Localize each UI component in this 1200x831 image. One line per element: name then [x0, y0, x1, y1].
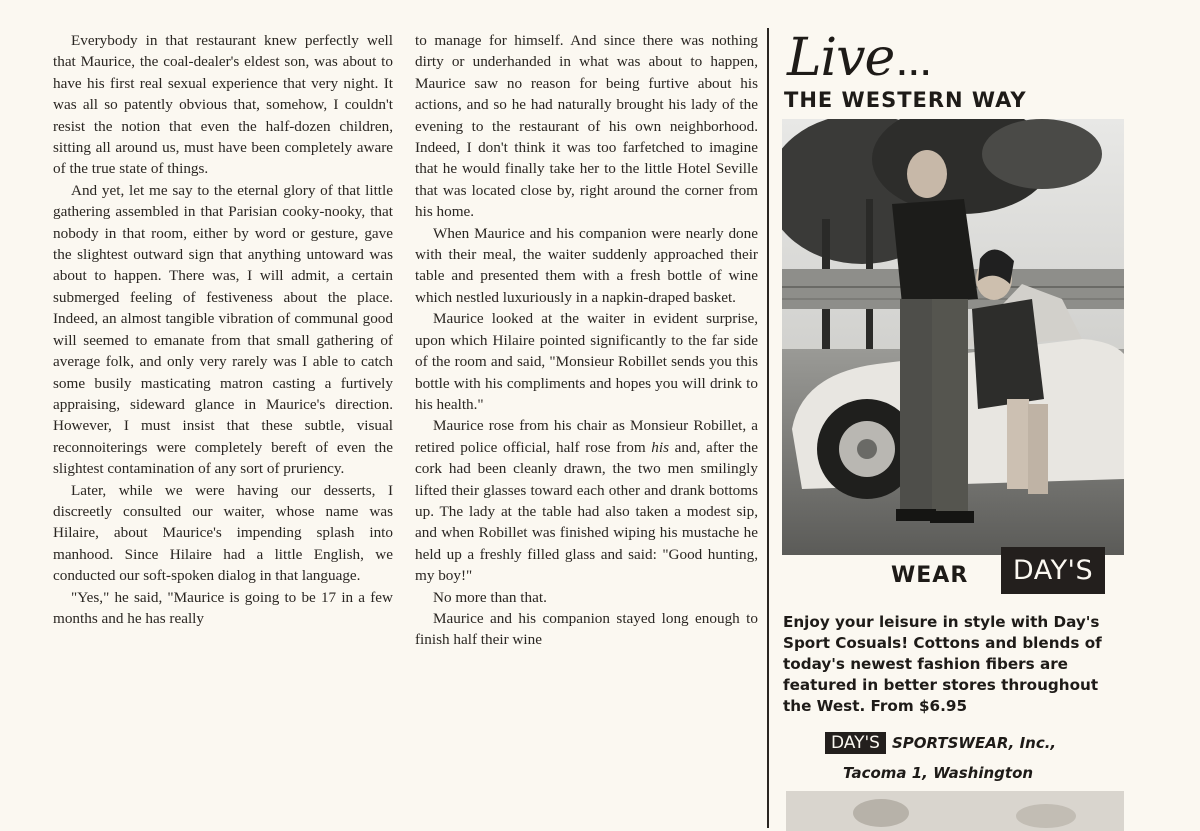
article-paragraph: Later, while we were having our desserts, I discreetly consulted our waiter, whose name was Hilaire, about Maurice's impending splash into manhood. Since Hilaire had a little English, we conducted our soft-spoken dialog in that language. [53, 481, 393, 585]
ad-headline: THE WESTERN WAY [784, 88, 1027, 112]
photo-lower-illustration [786, 791, 1124, 831]
ad-signature [825, 732, 1056, 754]
days-logo: DAY'S [1001, 547, 1105, 594]
article-paragraph: to manage for himself. And since there was nothing dirty or underhanded in what was about to happen, Maurice saw no reason for being furtive about his actions, and so he had naturally brought his lady of the evening to the restaurant of his own neighborhood. Indeed, I don't think it was too farfetched to imagine that he would finally take her to the little Hotel Seville that was located close by, right around the corner from his home. [415, 32, 758, 221]
article-paragraph: Maurice looked at the waiter in evident surprise, upon which Hilaire pointed significantly to the far side of the room and said, "Monsieur Robillet sends you this bottle with his compliments and hopes you will drink to his health." [415, 310, 758, 413]
article-paragraph: "Yes," he said, "Maurice is going to be 17 in a few months and he has really [53, 588, 393, 627]
company-address: Tacoma 1, Washington [843, 764, 1034, 782]
article-paragraph: No more than that. [433, 588, 547, 606]
ad-wear-label: WEAR [891, 563, 969, 588]
photo-illustration [782, 119, 1124, 555]
article-paragraph: Maurice and his companion stayed long enough to finish half their wine [415, 609, 758, 649]
text-run: Maurice rose from his chair as Monsieur Robillet, a retired police official, half rose from [415, 417, 758, 456]
article-paragraph: And yet, let me say to the eternal glory of that little gathering assembled in that Parisian cooky-nooky, that nobody in that room, either by word or gesture, gave the slightest outward sign that anything untoward was about to happen. There was, I will admit, a certain submerged feeling of festiveness about the place. Indeed, an almost tangible vibration of communal good will seemed to emanate from that small gathering of average folk, and only very rarely was I able to catch some busily masticating matron casting a furtively appraising, sideward glance in Maurice's direction. However, I must insist that these subtle, visual reconnoiterings were completely bereft of even the slightest contamination of any sort of pruriency. [53, 181, 393, 478]
article-paragraph: When Maurice and his companion were nearly done with their meal, the waiter suddenly approached their table and presented them with a fresh bottle of wine which nestled luxuriously in a napkin-draped basket. [415, 224, 758, 306]
article-column-left [53, 30, 393, 629]
ad-photo-couple-convertible [782, 119, 1124, 555]
ad-ellipsis: ... [897, 52, 933, 82]
company-name: SPORTSWEAR, Inc., [891, 734, 1057, 752]
article-paragraph [415, 415, 758, 586]
days-sportswear-ad [779, 28, 1129, 828]
text-run: and, after the cork had been cleanly drawn, the two men smilingly lifted their glasses toward each other and drank bottoms up. The lady at the table had also taken a modest sip, and when Robillet was finished wiping his mustache he held up a freshly filled glass and said: "Good hunting, my boy!" [415, 438, 758, 585]
article-paragraph: Everybody in that restaurant knew perfectly well that Maurice, the coal-dealer's eldest son, was about to have his first real sexual experience that very night. It was all so patently obvious that, somehow, I couldn't resist the notion that even the half-dozen children, sitting all around us, must have been completely aware of the true state of things. [53, 32, 393, 178]
column-divider [767, 28, 769, 828]
emphasis-text: his [651, 438, 670, 456]
ad-body-copy: Enjoy your leisure in style with Day's Sport Cosuals! Cottons and blends of today's newest fashion fibers are featured in better stores throughout the West. From $6.95 [783, 613, 1102, 715]
article-column-right [415, 30, 758, 651]
ad-script-word: Live [787, 28, 895, 88]
days-small-logo: DAY'S [825, 732, 886, 754]
ad-photo-lower [786, 791, 1124, 831]
